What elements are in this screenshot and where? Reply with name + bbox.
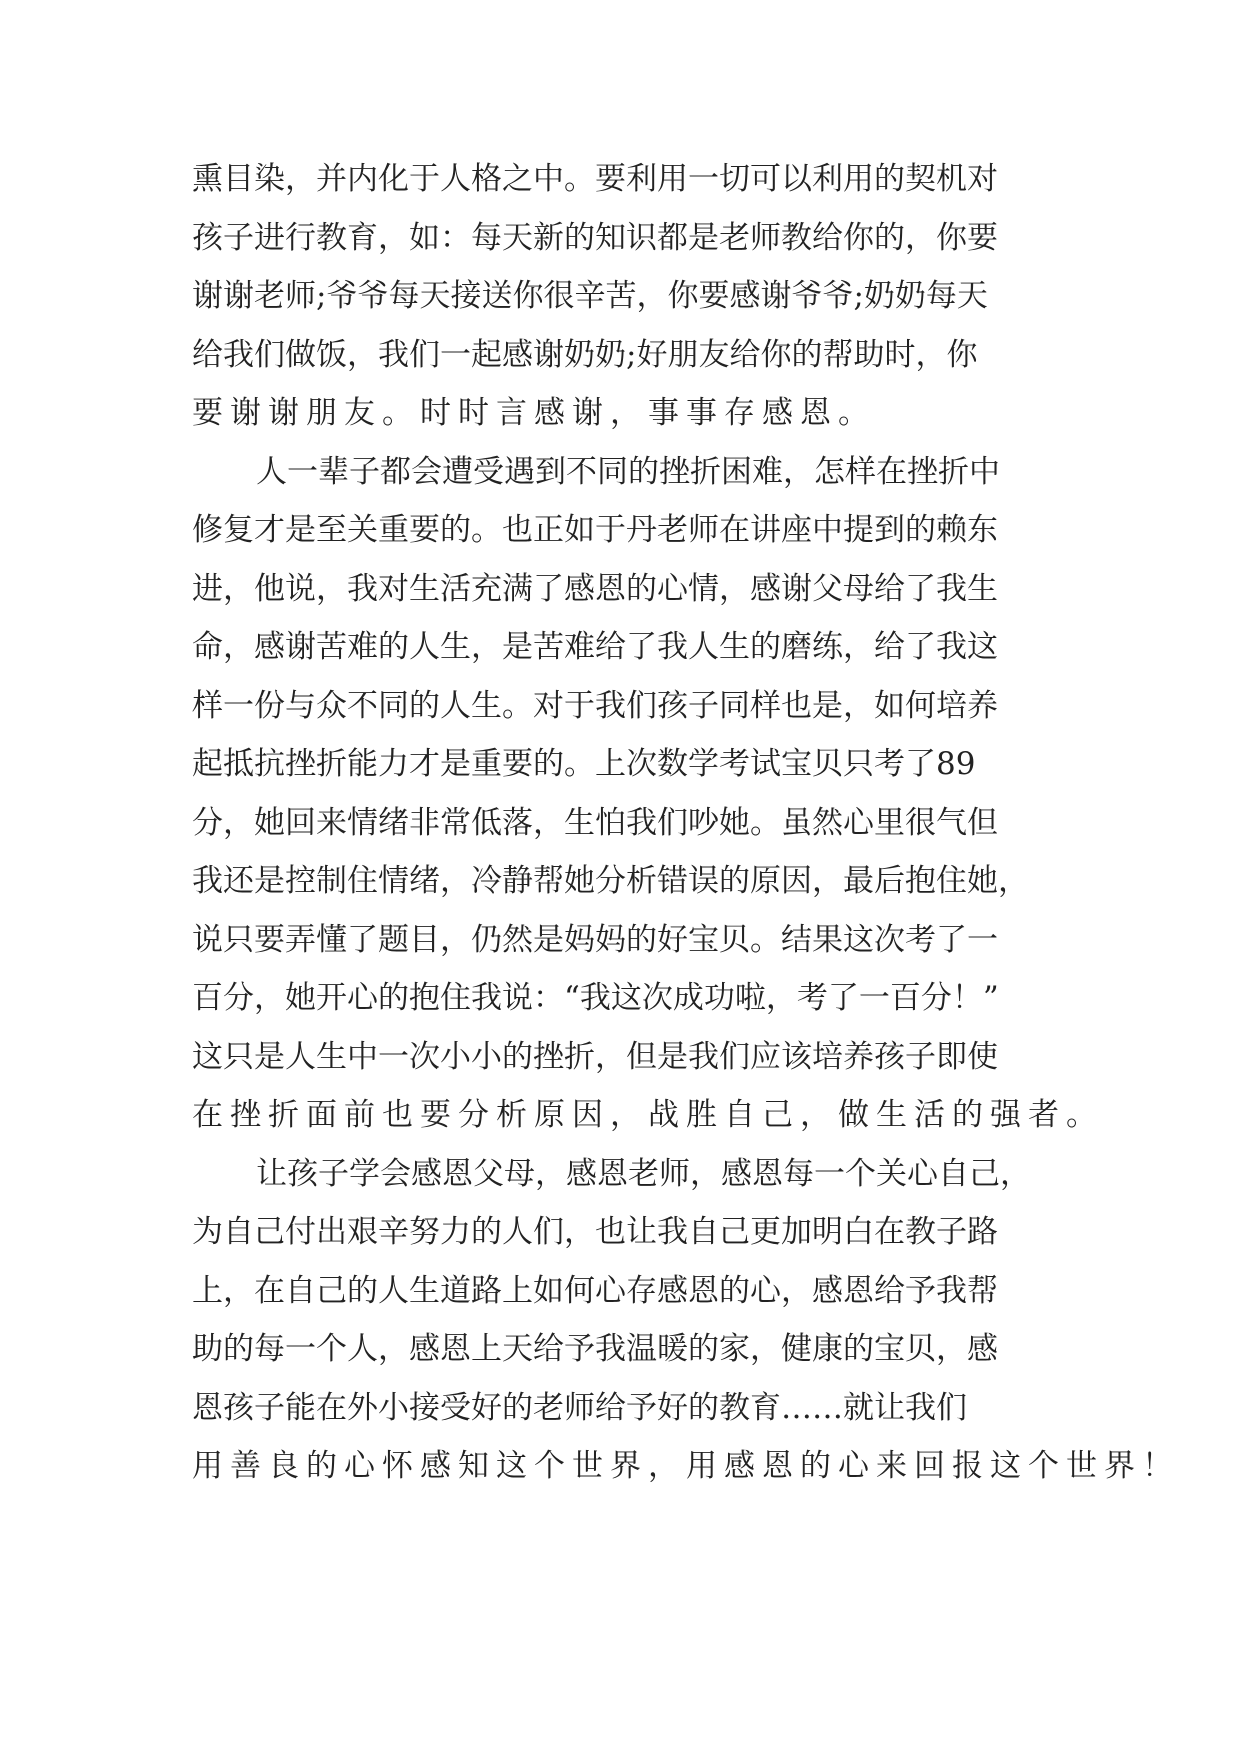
text-line-7: 修复才是至关重要的。也正如于丹老师在讲座中提到的赖东 (192, 512, 998, 548)
text-line-11: 起抵抗挫折能力才是重要的。上次数学考试宝贝只考了89 (192, 746, 976, 782)
text-line-18: 让孩子学会感恩父母，感恩老师，感恩每一个关心自己， (256, 1155, 1031, 1192)
text-line-1: 熏目染，并内化于人格之中。要利用一切可以利用的契机对 (192, 161, 998, 197)
text-line-20: 上，在自己的人生道路上如何心存感恩的心，感恩给予我帮 (192, 1272, 998, 1309)
text-line-2: 孩子进行教育，如：每天新的知识都是老师教给你的，你要 (192, 219, 998, 256)
text-line-21: 助的每一个人，感恩上天给予我温暖的家，健康的宝贝，感 (192, 1331, 998, 1367)
text-line-5: 要谢谢朋友。时时言感谢，事事存感恩。 (192, 395, 876, 431)
text-line-9: 命，感谢苦难的人生，是苦难给了我人生的磨练，给了我这 (192, 629, 998, 665)
text-line-13: 我还是控制住情绪，冷静帮她分析错误的原因，最后抱住她， (192, 863, 1029, 899)
text-line-14: 说只要弄懂了题目，仍然是妈妈的好宝贝。结果这次考了一 (192, 921, 998, 958)
text-line-3: 谢谢老师;爷爷每天接送你很辛苦，你要感谢爷爷;奶奶每天 (192, 278, 988, 314)
text-line-19: 为自己付出艰辛努力的人们，也让我自己更加明白在教子路 (192, 1214, 998, 1250)
text-line-4: 给我们做饭，我们一起感谢奶奶;好朋友给你的帮助时，你 (192, 336, 978, 373)
text-line-22: 恩孩子能在外小接受好的老师给予好的教育……就让我们 (192, 1389, 967, 1426)
text-line-23: 用善良的心怀感知这个世界，用感恩的心来回报这个世界！ (192, 1448, 1180, 1484)
text-line-15: 百分，她开心的抱住我说：“我这次成功啦，考了一百分！” (192, 980, 999, 1016)
body-text (192, 150, 1180, 1496)
text-line-12: 分，她回来情绪非常低落，生怕我们吵她。虽然心里很气但 (192, 804, 998, 841)
text-line-16: 这只是人生中一次小小的挫折，但是我们应该培养孩子即使 (192, 1038, 998, 1075)
text-line-17: 在挫折面前也要分析原因，战胜自己，做生活的强者。 (192, 1097, 1104, 1133)
text-line-6: 人一辈子都会遭受遇到不同的挫折困难，怎样在挫折中 (256, 453, 1000, 490)
text-line-10: 样一份与众不同的人生。对于我们孩子同样也是，如何培养 (192, 687, 998, 724)
text-line-8: 进，他说，我对生活充满了感恩的心情，感谢父母给了我生 (192, 570, 998, 607)
